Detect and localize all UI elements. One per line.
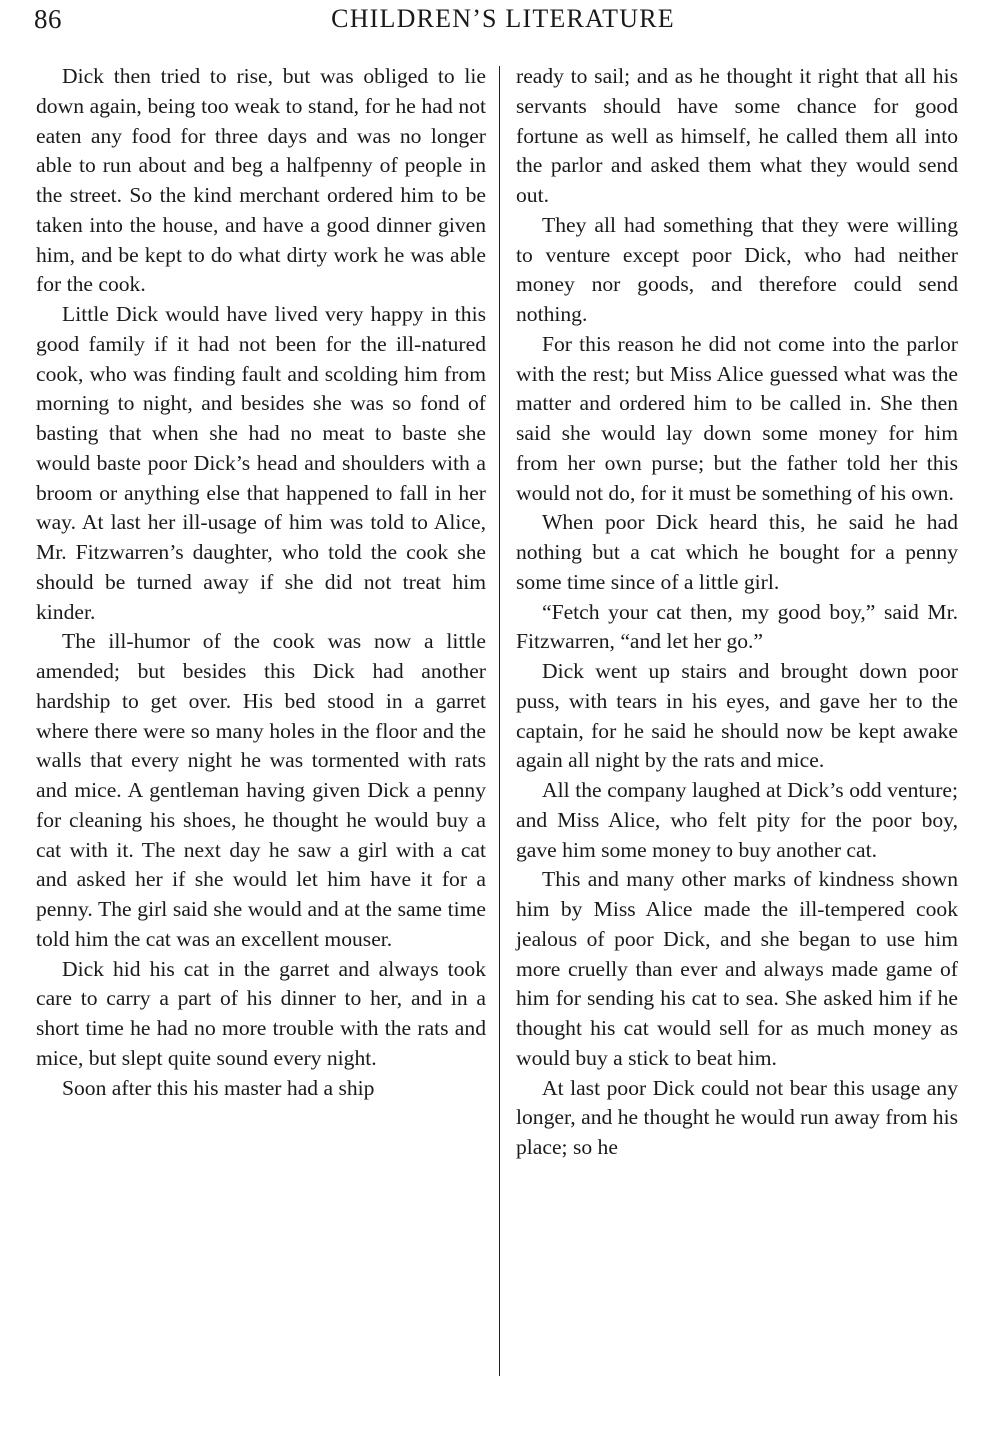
paragraph: ready to sail; and as he thought it right that all his servants should have some chance for good fortune as well as himself, he called them all into the parlor and asked them what they would send out. [516, 64, 958, 207]
page-number: 86 [34, 4, 62, 34]
paragraph: At last poor Dick could not bear this usage any longer, and he thought he would run away from his place; so he [516, 1075, 958, 1159]
paragraph: “Fetch your cat then, my good boy,” said Mr. Fitzwarren, “and let her go.” [516, 599, 958, 654]
paragraph: All the company laughed at Dick’s odd venture; and Miss Alice, who felt pity for the poor boy, gave him some money to buy another cat. [516, 778, 958, 862]
paragraph: Dick then tried to rise, but was obliged to lie down again, being too weak to stand, for he had not eaten any food for three days and was no longer able to run about and beg a halfpenny of people in the street. So the kind merchant ordered him to be taken into the house, and have a good dinner given him, and be kept to do what dirty work he was able for the cook. [36, 64, 486, 297]
paragraph: They all had something that they were willing to venture except poor Dick, who had neither money nor goods, and therefore could send nothing. [516, 212, 958, 326]
paragraph: When poor Dick heard this, he said he had nothing but a cat which he bought for a penny some time since of a little girl. [516, 510, 958, 594]
paragraph: Dick hid his cat in the garret and always took care to carry a part of his dinner to her, and in a short time he had no more trouble with the rats and mice, but slept quite sound every night. [36, 956, 486, 1070]
left-column [36, 62, 486, 1103]
paragraph: This and many other marks of kindness shown him by Miss Alice made the ill-tempered cook jealous of poor Dick, and she began to use him more cruelly than ever and always made game of him for sending his cat to sea. She asked him if he thought his cat would sell for as much money as would buy a stick to beat him. [516, 867, 958, 1070]
right-column [516, 62, 958, 1163]
paragraph: Dick went up stairs and brought down poor puss, with tears in his eyes, and gave her to the captain, for he said he should now be kept awake again all night by the rats and mice. [516, 659, 958, 773]
paragraph: For this reason he did not come into the parlor with the rest; but Miss Alice guessed what was the matter and ordered him to be called in. She then said she would lay down some money for him from her own purse; but the father told her this would not do, for it must be something of his own. [516, 331, 958, 505]
column-divider [499, 66, 500, 1376]
paragraph: Little Dick would have lived very happy in this good family if it had not been for the ill-natured cook, who was finding fault and scolding him from morning to night, and besides she was so fond of basting that when she had no meat to baste she would baste poor Dick’s head and shoulders with a broom or anything else that happened to fall in her way. At last her ill-usage of him was told to Alice, Mr. Fitzwarren’s daughter, who told the cook she should be turned away if she did not treat him kinder. [36, 302, 486, 624]
running-head: CHILDREN’S LITERATURE [331, 4, 675, 33]
page-header [34, 4, 964, 40]
paragraph: The ill-humor of the cook was now a little amended; but besides this Dick had another hardship to get over. His bed stood in a garret where there were so many holes in the floor and the walls that every night he was tormented with rats and mice. A gentleman having given Dick a penny for cleaning his shoes, he thought he would buy a cat with it. The next day he saw a girl with a cat and asked her if she would let him have it for a penny. The girl said she would and at the same time told him the cat was an excellent mouser. [36, 629, 486, 951]
paragraph: Soon after this his master had a ship [62, 1075, 375, 1100]
